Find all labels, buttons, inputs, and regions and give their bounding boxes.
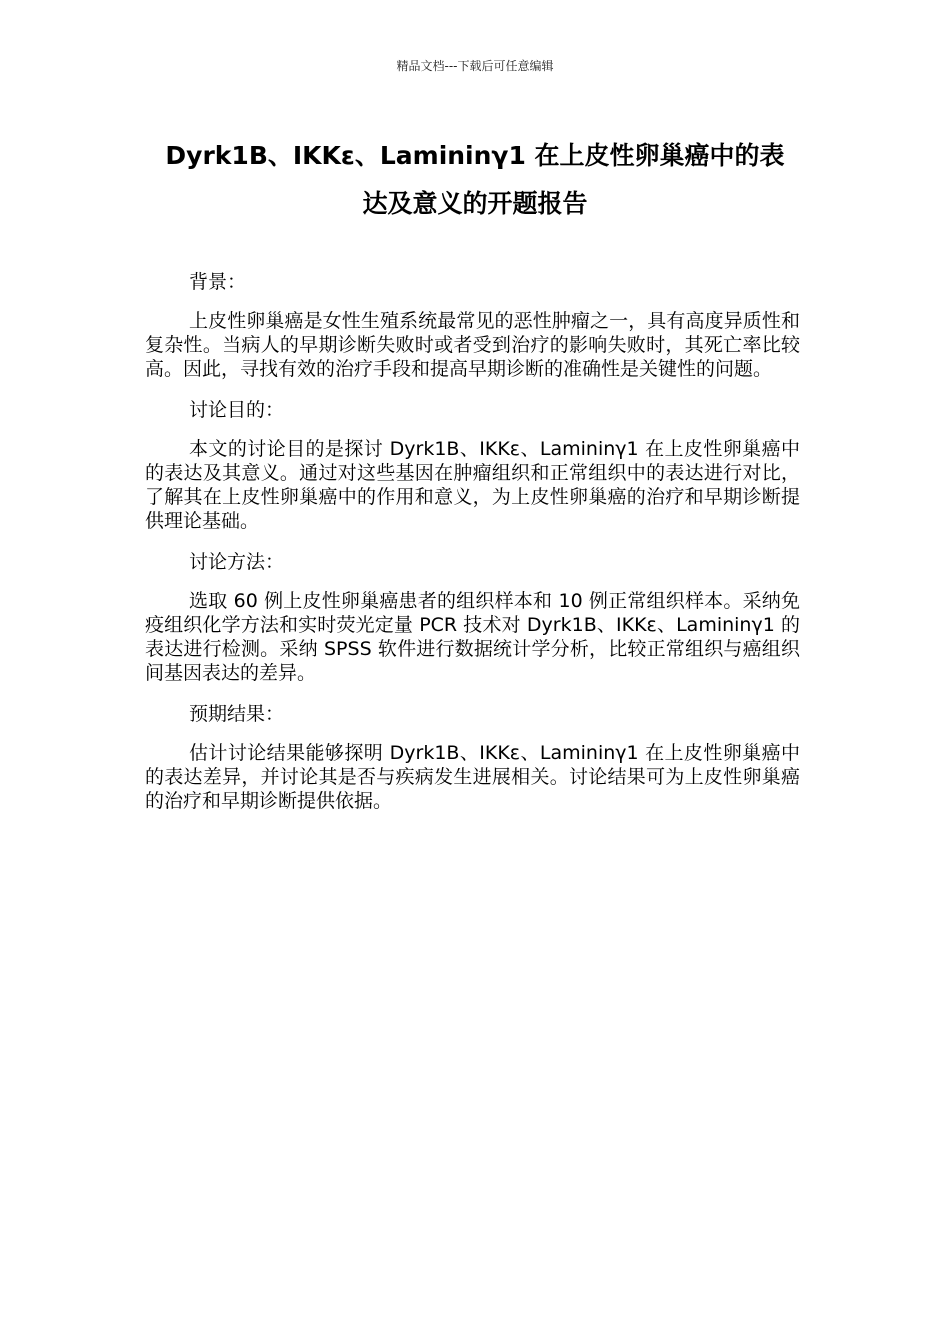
document-body — [145, 270, 800, 830]
section-body-method: 选取 60 例上皮性卵巢癌患者的组织样本和 10 例正常组织样本。采纳免疫组织化学方法和实时荧光定量 PCR 技术对 Dyrk1B、IKKε、Lamininγ1 的表达进行检测。采纳 SPSS 软件进行数据统计学分析，比较正常组织与癌组织间基因表达的差异。 — [145, 590, 800, 684]
document-title — [145, 132, 805, 228]
title-line-2: 达及意义的开题报告 — [362, 189, 588, 218]
title-line-1: Dyrk1B、IKKε、Lamininγ1 在上皮性卵巢癌中的表 — [165, 141, 785, 170]
section-body-expected-results: 估计讨论结果能够探明 Dyrk1B、IKKε、Lamininγ1 在上皮性卵巢癌中的表达差异，并讨论其是否与疾病发生进展相关。讨论结果可为上皮性卵巢癌的治疗和早期诊断提供依据。 — [145, 742, 800, 812]
section-heading-background: 背景： — [189, 271, 247, 293]
section-heading-expected-results: 预期结果： — [189, 703, 285, 725]
section-body-purpose: 本文的讨论目的是探讨 Dyrk1B、IKKε、Lamininγ1 在上皮性卵巢癌中的表达及其意义。通过对这些基因在肿瘤组织和正常组织中的表达进行对比，了解其在上皮性卵巢癌中的作用和意义，为上皮性卵巢癌的治疗和早期诊断提供理论基础。 — [145, 438, 800, 532]
section-heading-purpose: 讨论目的： — [189, 399, 285, 421]
page-header: 精品文档---下载后可任意编辑 — [396, 59, 554, 73]
section-heading-method: 讨论方法： — [189, 551, 285, 573]
section-body-background: 上皮性卵巢癌是女性生殖系统最常见的恶性肿瘤之一，具有高度异质性和复杂性。当病人的早期诊断失败时或者受到治疗的影响失败时，其死亡率比较高。因此，寻找有效的治疗手段和提高早期诊断的准确性是关键性的问题。 — [145, 310, 800, 380]
